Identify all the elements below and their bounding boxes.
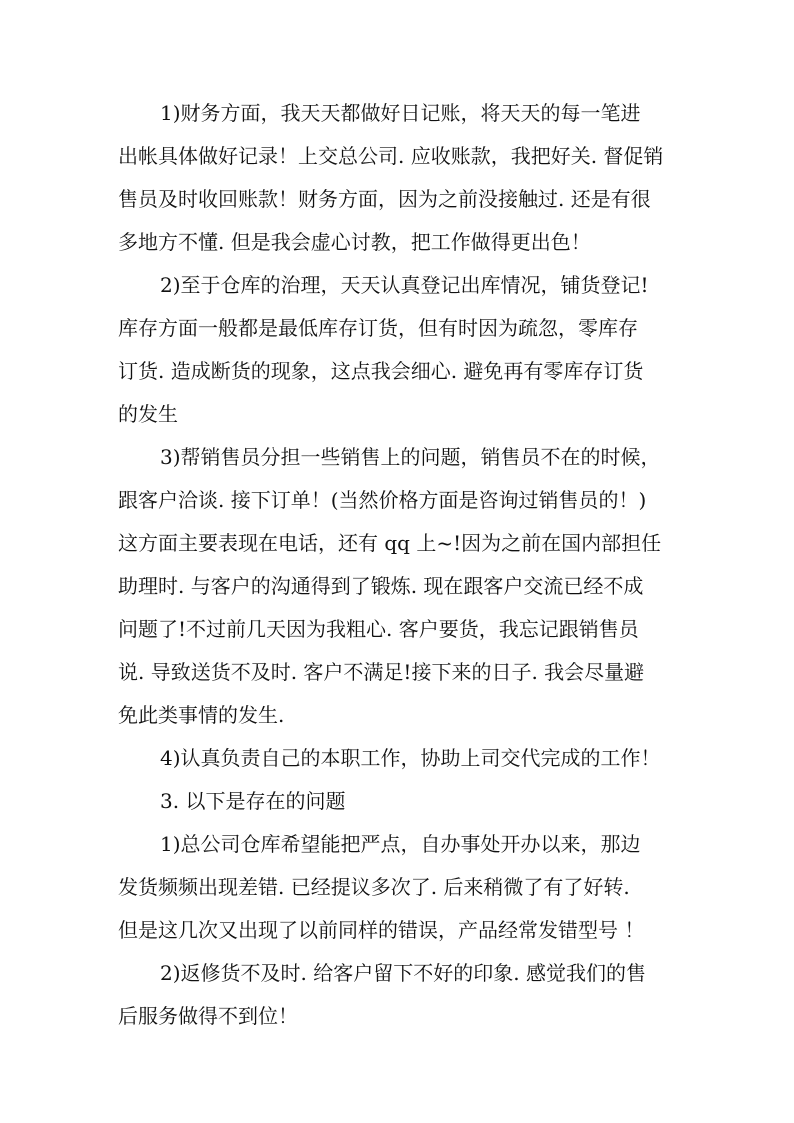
paragraph-line: 这方面主要表现在电话，还有 qq 上~!因为之前在国内部担任	[118, 531, 662, 555]
paragraph-line: 免此类事情的发生.	[118, 703, 285, 727]
paragraph-line: 1)总公司仓库希望能把严点，自办事处开办以来，那边	[160, 832, 641, 856]
paragraph-line: 售员及时收回账款！财务方面，因为之前没接触过. 还是有很	[118, 187, 651, 211]
paragraph-line: 2)至于仓库的治理，天天认真登记出库情况，铺货登记!	[160, 273, 649, 297]
paragraph-line: 助理时. 与客户的沟通得到了锻炼. 现在跟客户交流已经不成	[118, 574, 644, 598]
paragraph-line: 但是这几次又出现了以前同样的错误，产品经常发错型号 ！	[118, 918, 645, 942]
paragraph-line: 说. 导致送货不及时. 客户不满足!接下来的日子. 我会尽量避	[118, 660, 645, 684]
paragraph-line: 库存方面一般都是最低库存订货，但有时因为疏忽，零库存	[118, 316, 638, 340]
section-heading: 3. 以下是存在的问题	[160, 789, 346, 813]
paragraph-line: 发货频频出现差错. 已经提议多次了. 后来稍微了有了好转.	[118, 875, 630, 899]
paragraph-line: 跟客户洽谈. 接下订单！(当然价格方面是咨询过销售员的！)	[118, 488, 647, 512]
paragraph-line: 4)认真负责自己的本职工作，协助上司交代完成的工作！	[160, 746, 661, 770]
paragraph-line: 订货. 造成断货的现象，这点我会细心. 避免再有零库存订货	[118, 359, 644, 383]
paragraph-line: 的发生	[118, 402, 178, 426]
paragraph-line: 问题了!不过前几天因为我粗心. 客户要货，我忘记跟销售员	[118, 617, 639, 641]
paragraph-line: 多地方不懂. 但是我会虚心讨教，把工作做得更出色！	[118, 230, 591, 254]
paragraph-line: 3)帮销售员分担一些销售上的问题，销售员不在的时候，	[160, 445, 661, 469]
paragraph-line: 1)财务方面，我天天都做好日记账，将天天的每一笔进	[160, 101, 641, 125]
paragraph-line: 2)返修货不及时. 给客户留下不好的印象. 感觉我们的售	[160, 961, 646, 985]
paragraph-line: 后服务做得不到位！	[118, 1004, 298, 1028]
paragraph-line: 出帐具体做好记录！上交总公司. 应收账款，我把好关. 督促销	[118, 144, 664, 168]
